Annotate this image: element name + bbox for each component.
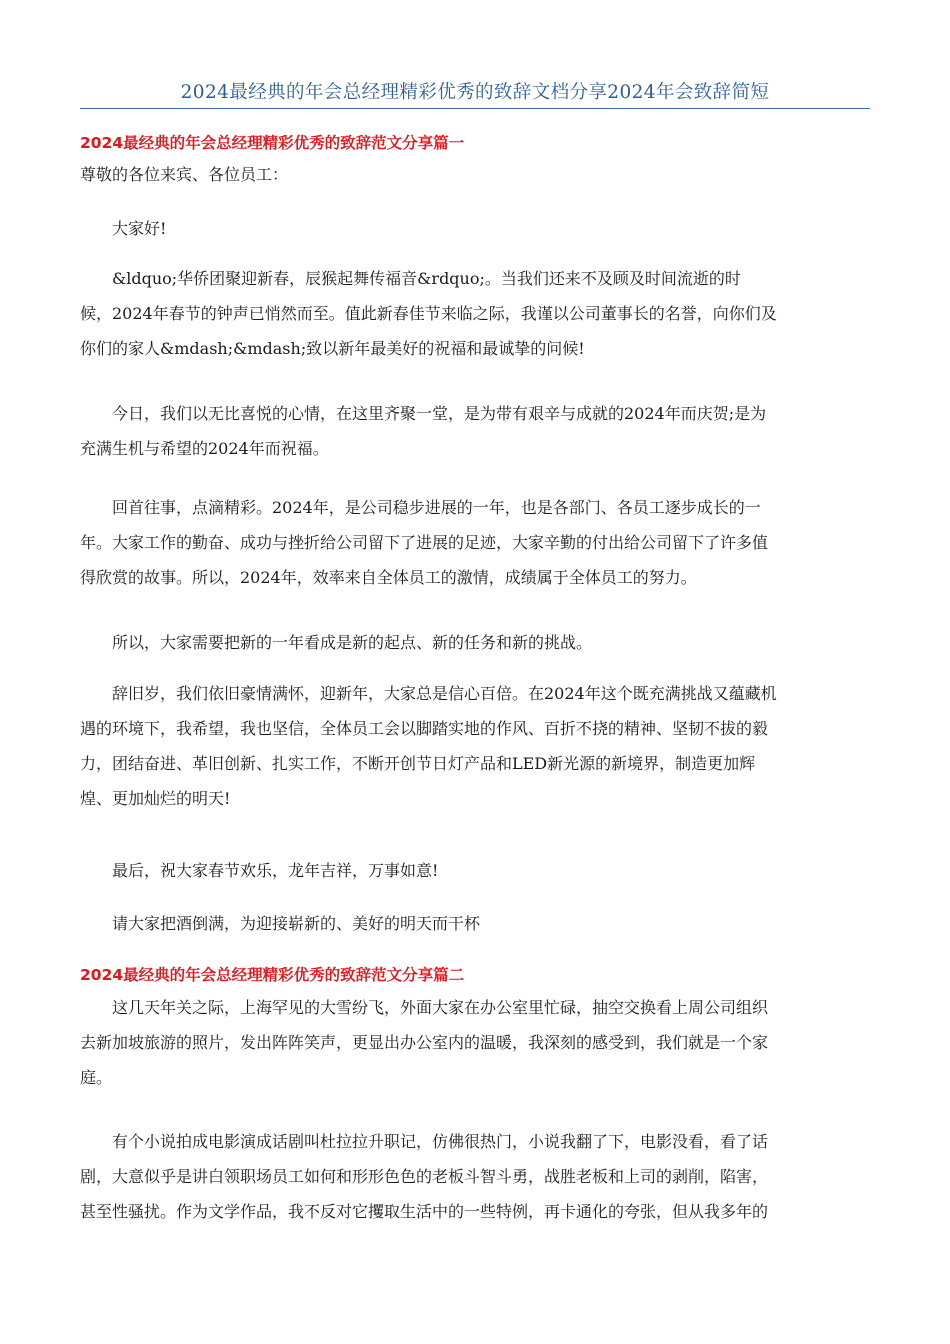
paragraph-6 [80, 853, 870, 888]
page-header-title: 2024最经典的年会总经理精彩优秀的致辞文档分享2024年会致辞简短 [180, 82, 770, 103]
paragraph-line: 请大家把酒倒满，为迎接崭新的、美好的明天而干杯 [112, 914, 481, 933]
header-divider [80, 108, 870, 109]
paragraph-4 [80, 625, 870, 660]
paragraph-line: 你们的家人&mdash;&mdash;致以新年最美好的祝福和最诚挚的问候! [80, 339, 585, 358]
paragraph-3 [80, 490, 870, 595]
paragraph-line: 遇的环境下，我希望，我也坚信，全体员工会以脚踏实地的作风、百折不挠的精神、坚韧不拔的毅 [80, 719, 769, 738]
paragraph-line: 力，团结奋进、革旧创新、扎实工作，不断开创节日灯产品和LED新光源的新境界，制造更加辉 [80, 754, 756, 773]
greeting [80, 211, 870, 246]
paragraph-line: 回首往事，点滴精彩。2024年，是公司稳步进展的一年，也是各部门、各员工逐步成长的一 [112, 498, 761, 517]
paragraph-line: 所以，大家需要把新的一年看成是新的起点、新的任务和新的挑战。 [112, 633, 593, 652]
paragraph-2 [80, 396, 870, 466]
paragraph-line: 甚至性骚扰。作为文学作品，我不反对它攫取生活中的一些特例，再卡通化的夸张，但从我多年的 [80, 1202, 769, 1221]
paragraph-line: &ldquo;华侨团聚迎新春，辰猴起舞传福音&rdquo;。当我们还来不及顾及时间流逝的时 [112, 269, 741, 288]
paragraph-line: 充满生机与希望的2024年而祝福。 [80, 439, 329, 458]
paragraph-line: 剧，大意似乎是讲白领职场员工如何和形形色色的老板斗智斗勇，战胜老板和上司的剥削，陷害， [80, 1167, 769, 1186]
paragraph-line: 有个小说拍成电影演成话剧叫杜拉拉升职记，仿佛很热门，小说我翻了下，电影没看，看了话 [112, 1132, 769, 1151]
paragraph-line: 这几天年关之际，上海罕见的大雪纷飞，外面大家在办公室里忙碌，抽空交换看上周公司组织 [112, 998, 769, 1017]
paragraph-5 [80, 676, 870, 816]
paragraph-8 [80, 990, 870, 1095]
paragraph-line: 今日，我们以无比喜悦的心情，在这里齐聚一堂，是为带有艰辛与成就的2024年而庆贺;是为 [112, 404, 767, 423]
salutation [80, 157, 870, 192]
paragraph-line: 候，2024年春节的钟声已悄然而至。值此新春佳节来临之际，我谨以公司董事长的名誉，向你们及 [80, 304, 777, 323]
section-heading-1: 2024最经典的年会总经理精彩优秀的致辞范文分享篇一 [80, 134, 465, 152]
greeting-line: 大家好! [112, 219, 167, 238]
paragraph-line: 年。大家工作的勤奋、成功与挫折给公司留下了进展的足迹，大家辛勤的付出给公司留下了许多值 [80, 533, 769, 552]
paragraph-line: 最后，祝大家春节欢乐，龙年吉祥，万事如意! [112, 861, 439, 880]
paragraph-line: 辞旧岁，我们依旧豪情满怀，迎新年，大家总是信心百倍。在2024年这个既充满挑战又蕴藏机 [112, 684, 777, 703]
paragraph-line: 煌、更加灿烂的明天! [80, 789, 231, 808]
paragraph-line: 得欣赏的故事。所以，2024年，效率来自全体员工的激情，成绩属于全体员工的努力。 [80, 568, 697, 587]
paragraph-7 [80, 906, 870, 941]
paragraph-1 [80, 261, 870, 366]
salutation-line: 尊敬的各位来宾、各位员工： [80, 165, 289, 184]
paragraph-9 [80, 1124, 870, 1229]
section-heading-2: 2024最经典的年会总经理精彩优秀的致辞范文分享篇二 [80, 966, 465, 984]
paragraph-line: 庭。 [80, 1068, 113, 1087]
paragraph-line: 去新加坡旅游的照片，发出阵阵笑声，更显出办公室内的温暖，我深刻的感受到，我们就是一个家 [80, 1033, 769, 1052]
